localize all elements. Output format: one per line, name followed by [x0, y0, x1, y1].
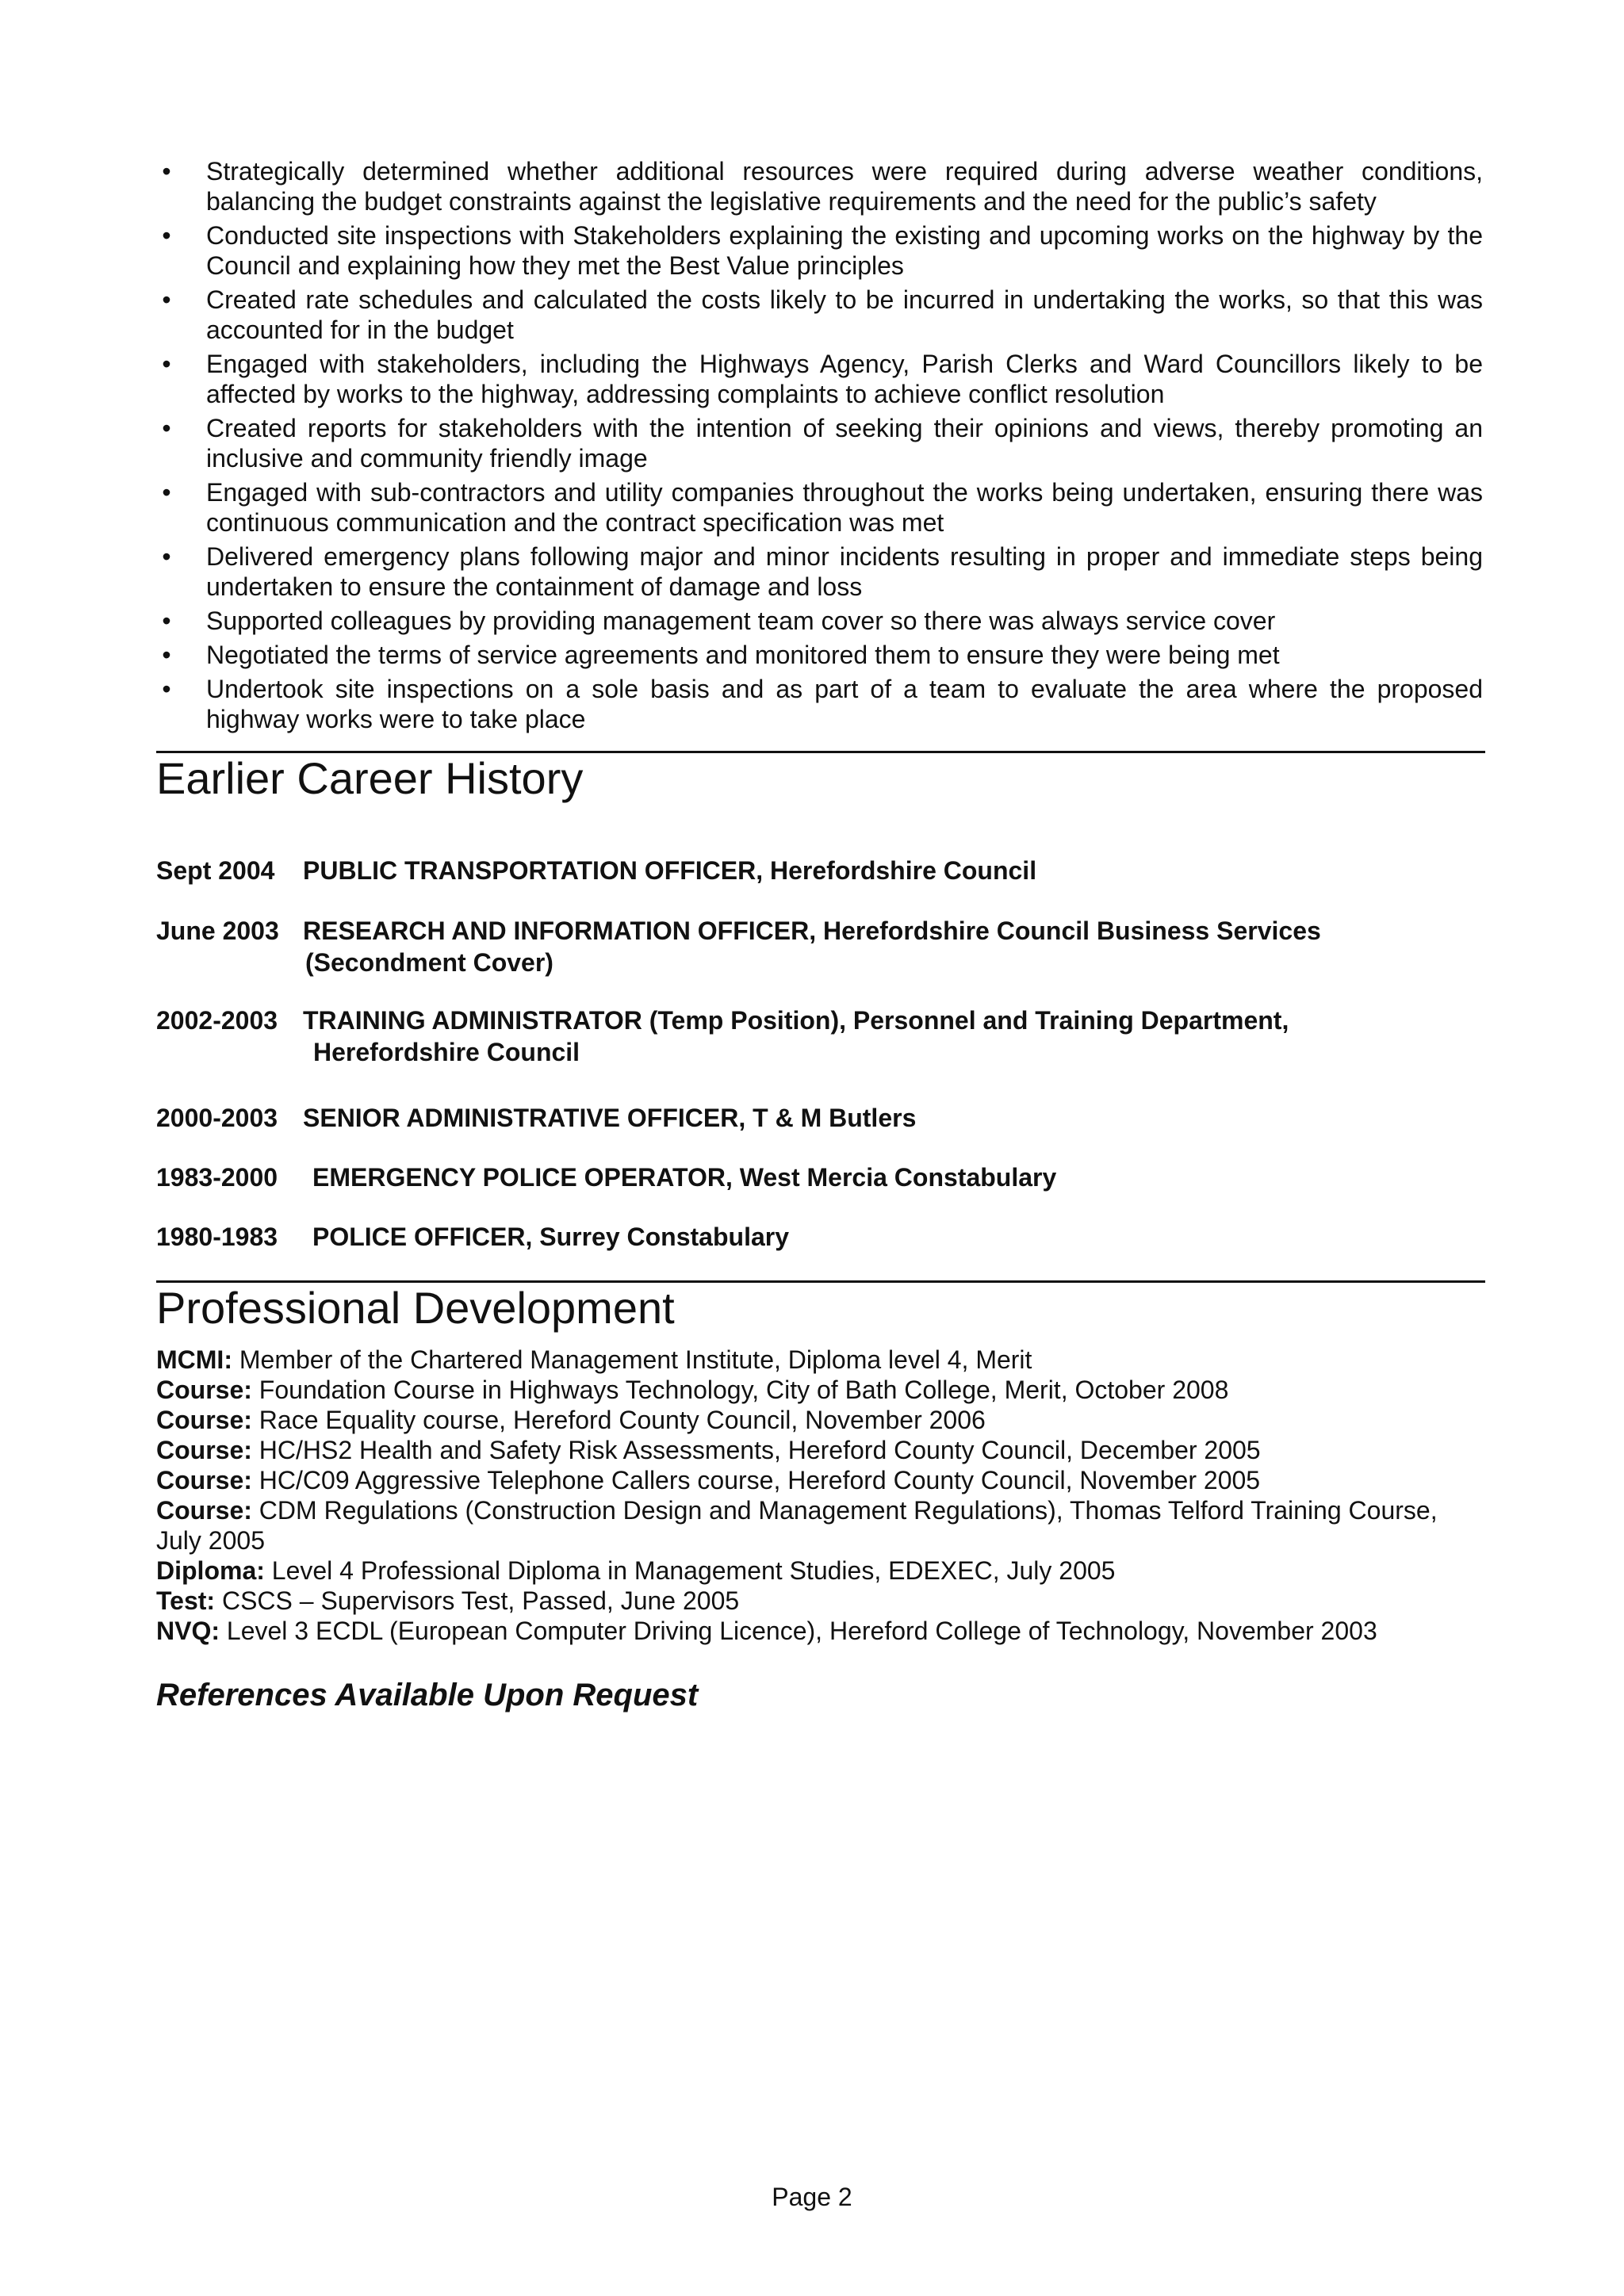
career-role-continued: (Secondment Cover)	[305, 948, 553, 977]
list-item: • Supported colleagues by providing management team cover so there was always service cover	[206, 606, 1483, 636]
list-item: • Negotiated the terms of service agreements and monitored them to ensure they were being met	[206, 640, 1483, 670]
item-label: Course:	[156, 1466, 252, 1494]
list-item: NVQ: Level 3 ECDL (European Computer Driving Licence), Hereford College of Technology, November 2003	[156, 1617, 1377, 1645]
list-item: Course: Race Equality course, Hereford County Council, November 2006	[156, 1406, 986, 1434]
item-label: Course:	[156, 1436, 252, 1464]
bullet-icon: •	[162, 221, 171, 250]
list-item: MCMI: Member of the Chartered Management Institute, Diploma level 4, Merit	[156, 1345, 1032, 1374]
career-entry	[156, 855, 1036, 886]
career-entry	[156, 1004, 1289, 1068]
professional-development-title: Professional Development	[156, 1283, 675, 1333]
career-date: 1983-2000	[156, 1163, 278, 1192]
list-item: Course: CDM Regulations (Construction Design and Management Regulations), Thomas Telford Training Course, July 2005	[156, 1496, 1438, 1555]
item-label: Course:	[156, 1406, 252, 1434]
list-item: • Engaged with stakeholders, including the Highways Agency, Parish Clerks and Ward Councillors likely to be affected by works to the highway, addressing complaints to achieve conflict resolution	[206, 349, 1483, 409]
bullet-icon: •	[162, 157, 171, 186]
career-history-title: Earlier Career History	[156, 753, 584, 803]
item-label: Test:	[156, 1586, 216, 1615]
career-role: RESEARCH AND INFORMATION OFFICER, Herefordshire Council Business Services	[303, 916, 1321, 945]
career-date: June 2003	[156, 916, 279, 945]
career-date: 2002-2003	[156, 1006, 278, 1035]
career-entry	[156, 1102, 916, 1134]
career-entry	[156, 1221, 789, 1253]
bullet-icon: •	[162, 641, 171, 669]
list-item: Course: HC/C09 Aggressive Telephone Callers course, Hereford County Council, November 2005	[156, 1466, 1261, 1494]
list-item: • Created rate schedules and calculated the costs likely to be incurred in undertaking the works, so that this was accounted for in the budget	[206, 285, 1483, 345]
references-note: References Available Upon Request	[156, 1678, 699, 1712]
list-item: • Undertook site inspections on a sole basis and as part of a team to evaluate the area where the proposed highway works were to take place	[206, 674, 1483, 734]
career-date: 1980-1983	[156, 1223, 278, 1251]
career-date: Sept 2004	[156, 856, 275, 885]
bullet-icon: •	[162, 542, 171, 571]
professional-development-list	[156, 1345, 1485, 1646]
page-number: Page 2	[772, 2183, 852, 2211]
bullet-icon: •	[162, 675, 171, 703]
career-entry	[156, 915, 1321, 978]
bullet-icon: •	[162, 478, 171, 507]
item-label: Course:	[156, 1376, 252, 1404]
career-entry	[156, 1161, 1056, 1193]
career-role: EMERGENCY POLICE OPERATOR, West Mercia Constabulary	[312, 1163, 1057, 1192]
career-role: SENIOR ADMINISTRATIVE OFFICER, T & M Butlers	[303, 1104, 917, 1132]
career-role: POLICE OFFICER, Surrey Constabulary	[312, 1223, 789, 1251]
bullet-icon: •	[162, 607, 171, 635]
bullet-icon: •	[162, 414, 171, 442]
list-item: Course: Foundation Course in Highways Technology, City of Bath College, Merit, October 2008	[156, 1376, 1229, 1404]
list-item: • Strategically determined whether additional resources were required during adverse weather conditions, balancing the budget constraints against the legislative requirements and the need for the public’s safety	[206, 156, 1483, 216]
list-item: Diploma: Level 4 Professional Diploma in Management Studies, EDEXEC, July 2005	[156, 1556, 1116, 1585]
career-date: 2000-2003	[156, 1104, 278, 1132]
list-item: • Created reports for stakeholders with the intention of seeking their opinions and views, thereby promoting an inclusive and community friendly image	[206, 413, 1483, 473]
bullet-icon: •	[162, 350, 171, 378]
career-role: TRAINING ADMINISTRATOR (Temp Position), Personnel and Training Department,	[303, 1006, 1289, 1035]
bullet-icon: •	[162, 285, 171, 314]
item-label: MCMI:	[156, 1345, 232, 1374]
responsibilities-list	[162, 156, 1483, 738]
list-item: Test: CSCS – Supervisors Test, Passed, June 2005	[156, 1586, 740, 1615]
career-role: PUBLIC TRANSPORTATION OFFICER, Herefordshire Council	[303, 856, 1037, 885]
list-item: Course: HC/HS2 Health and Safety Risk Assessments, Hereford County Council, December 2005	[156, 1436, 1261, 1464]
item-label: Diploma:	[156, 1556, 265, 1585]
item-label: NVQ:	[156, 1617, 220, 1645]
list-item: • Engaged with sub-contractors and utility companies throughout the works being undertaken, ensuring there was continuous communication and the contract specification was met	[206, 477, 1483, 538]
career-role-continued: Herefordshire Council	[313, 1038, 580, 1066]
list-item: • Delivered emergency plans following major and minor incidents resulting in proper and immediate steps being undertaken to ensure the containment of damage and loss	[206, 541, 1483, 602]
item-label: Course:	[156, 1496, 252, 1525]
list-item: • Conducted site inspections with Stakeholders explaining the existing and upcoming works on the highway by the Council and explaining how they met the Best Value principles	[206, 220, 1483, 281]
